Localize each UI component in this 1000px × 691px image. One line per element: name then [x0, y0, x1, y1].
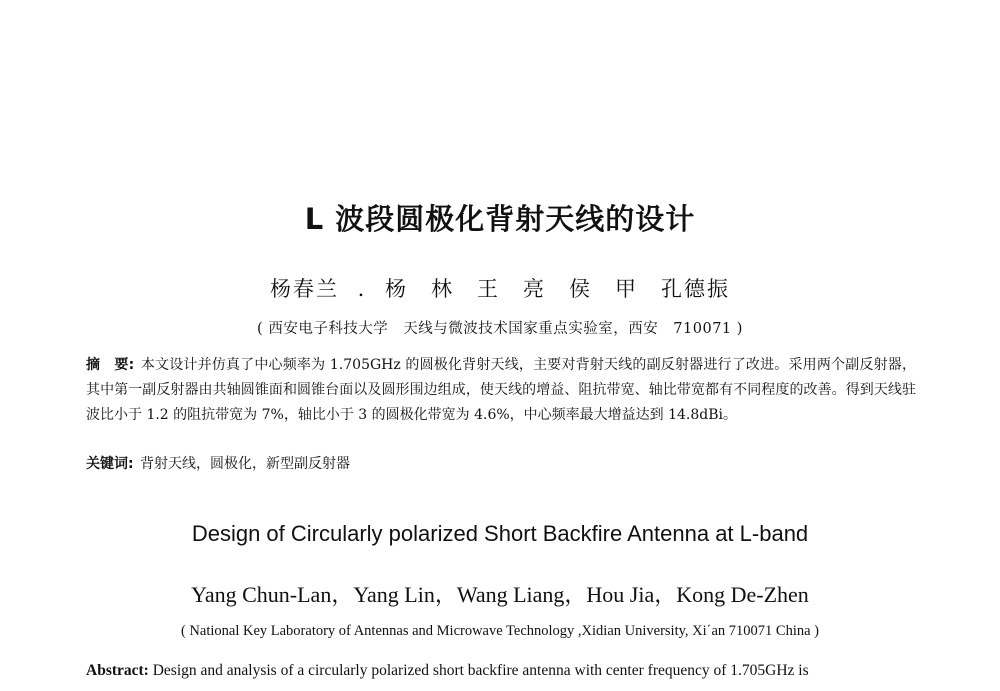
abstract-text-chinese: 本文设计并仿真了中心频率为 1.705GHz 的圆极化背射天线，主要对背射天线的副反射器进行了改进。采用两个副反射器，其中第一副反射器由共轴圆锥面和圆锥台面以及圆形围边组成，使天线的增益、阻抗带宽、轴比带宽都有不同程度的改善。得到天线驻波比小于 1.2 的阻抗带宽为 7%，轴比小于 3 的圆极化带宽为 4.6%，中心频率最大增益达到 14.8dBi。: [86, 357, 916, 423]
abstract-chinese: [86, 353, 916, 428]
author-list-chinese: 杨春兰 . 杨 林 王 亮 侯 甲 孔德振: [269, 277, 731, 301]
keywords-label-chinese: 关键词:: [86, 456, 134, 472]
abstract-label-chinese: 摘 要:: [86, 357, 135, 373]
paper-title-chinese: L 波段圆极化背射天线的设计: [304, 202, 696, 236]
affiliation-english: ( National Key Laboratory of Antennas and Microwave Technology ,Xidian University, Xi΄an 710071 China ): [180, 623, 820, 639]
abstract-text-english: Design and analysis of a circularly polarized short backfire antenna with center frequency of 1.705GHz is: [152, 662, 809, 679]
keywords-text-chinese: 背射天线，圆极化，新型副反射器: [140, 456, 351, 472]
affiliation-chinese: ( 西安电子科技大学 天线与微波技术国家重点实验室，西安 710071 ): [257, 321, 743, 337]
author-list-english: Yang Chun-Lan，Yang Lin，Wang Liang，Hou Jia，Kong De-Zhen: [191, 582, 809, 607]
abstract-english: [86, 662, 926, 680]
keywords-chinese: [86, 453, 916, 473]
abstract-label-english: Abstract:: [86, 662, 149, 679]
paper-title-english: Design of Circularly polarized Short Backfire Antenna at L-band: [191, 521, 809, 546]
